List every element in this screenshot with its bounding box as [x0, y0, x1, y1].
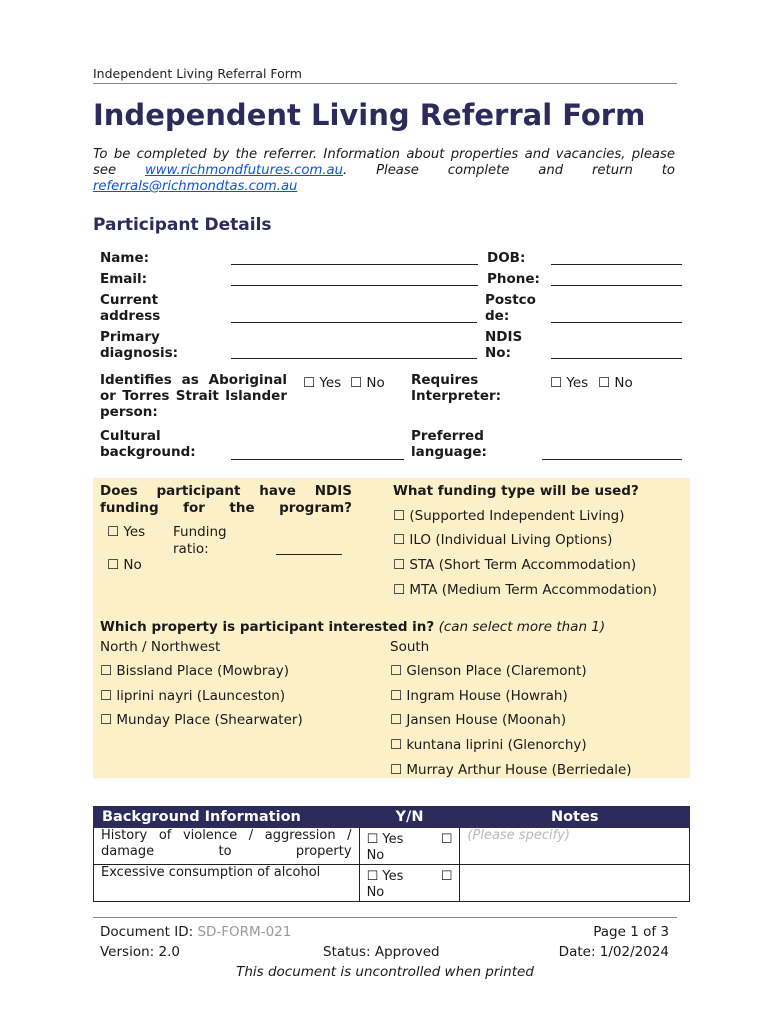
document-id-label: Document ID:: [100, 924, 194, 940]
notes-cell[interactable]: [460, 828, 690, 865]
interpreter-no-label: No: [614, 375, 633, 391]
funding-type-label: ILO (Individual Living Options): [409, 532, 613, 548]
yes-label: Yes: [382, 832, 404, 847]
yes-label: Yes: [382, 869, 404, 884]
no-label: No: [366, 885, 385, 900]
name-field[interactable]: [231, 264, 478, 265]
funding-no-option[interactable]: [107, 557, 142, 574]
funding-yes-option[interactable]: [107, 524, 145, 541]
address-label: Current address: [100, 292, 161, 324]
property-option[interactable]: [390, 688, 568, 705]
checkbox-icon[interactable]: ☐: [107, 524, 120, 540]
checkbox-icon[interactable]: ☐: [390, 688, 403, 704]
property-label: Murray Arthur House (Berriedale): [406, 762, 632, 778]
property-option[interactable]: [390, 762, 632, 779]
language-label: Preferred language:: [411, 428, 487, 460]
checkbox-icon[interactable]: ☐: [100, 663, 113, 679]
intro-text-b: . Please complete and return to: [342, 163, 675, 178]
diagnosis-field[interactable]: [231, 358, 477, 359]
column-header: Background Information: [94, 807, 360, 828]
page-title: Independent Living Referral Form: [93, 98, 646, 132]
aboriginal-yes-label: Yes: [319, 375, 342, 391]
property-label: Glenson Place (Claremont): [406, 663, 587, 679]
property-option[interactable]: [390, 712, 566, 729]
checkbox-icon[interactable]: ☐: [366, 869, 379, 884]
dob-field[interactable]: [551, 264, 682, 265]
phone-label: Phone:: [487, 271, 540, 287]
funding-type-label: STA (Short Term Accommodation): [409, 557, 637, 573]
checkbox-icon[interactable]: ☐: [440, 832, 453, 847]
email-label: Email:: [100, 271, 148, 287]
ndis-number-label: NDIS No:: [485, 329, 523, 361]
yn-options: [367, 869, 453, 885]
funding-section: [93, 478, 690, 778]
yn-options: [367, 832, 453, 848]
running-header: Independent Living Referral Form: [93, 66, 677, 84]
property-label: Bissland Place (Mowbray): [116, 663, 289, 679]
checkbox-icon[interactable]: ☐: [390, 663, 403, 679]
checkbox-icon[interactable]: ☐: [100, 688, 113, 704]
uncontrolled-notice: This document is uncontrolled when printed: [236, 964, 534, 980]
status: Status: Approved: [323, 944, 440, 960]
name-label: Name:: [100, 250, 150, 266]
north-heading: North / Northwest: [100, 639, 221, 655]
property-label: Munday Place (Shearwater): [116, 712, 303, 728]
interpreter-yes-option[interactable]: [550, 375, 588, 391]
checkbox-icon[interactable]: ☐: [598, 375, 611, 391]
property-label: Jansen House (Moonah): [406, 712, 567, 728]
participant-section-title: Participant Details: [93, 215, 272, 235]
property-question-line: [100, 619, 605, 636]
ndis-number-field[interactable]: [551, 358, 682, 359]
property-option[interactable]: [100, 712, 303, 729]
yes-option[interactable]: [367, 869, 404, 885]
table-header-row: [94, 807, 690, 828]
funding-ratio-field[interactable]: [276, 554, 342, 555]
intro-text-a: To be completed by the referrer. Information about properties and vacancies, please see: [93, 147, 675, 178]
property-option[interactable]: [390, 737, 587, 754]
property-question: Which property is participant interested in?: [100, 619, 435, 635]
aboriginal-no-option[interactable]: [350, 375, 385, 391]
diagnosis-label: Primary diagnosis:: [100, 329, 179, 361]
phone-field[interactable]: [551, 285, 682, 286]
no-label: No: [366, 848, 385, 863]
website-link[interactable]: www.richmondfutures.com.au: [145, 163, 343, 178]
checkbox-icon[interactable]: ☐: [393, 532, 406, 548]
aboriginal-no-label: No: [366, 375, 385, 391]
column-header: Y/N: [359, 807, 460, 828]
language-field[interactable]: [542, 459, 682, 460]
checkbox-icon[interactable]: ☐: [393, 582, 406, 598]
checkbox-icon[interactable]: ☐: [366, 832, 379, 847]
ndis-funding-question: Does participant have NDIS funding for the program?: [100, 483, 352, 516]
property-label: kuntana liprini (Glenorchy): [406, 737, 587, 753]
cultural-label: Cultural background:: [100, 428, 196, 460]
checkbox-icon[interactable]: ☐: [350, 375, 363, 391]
checkbox-icon[interactable]: ☐: [390, 762, 403, 778]
property-label: liprini nayri (Launceston): [116, 688, 286, 704]
notes-cell[interactable]: [460, 865, 690, 902]
checkbox-icon[interactable]: ☐: [393, 557, 406, 573]
intro-paragraph: [93, 147, 675, 195]
address-field[interactable]: [231, 322, 477, 323]
checkbox-icon[interactable]: ☐: [390, 737, 403, 753]
funding-no-label: No: [123, 557, 142, 573]
property-option[interactable]: [100, 663, 289, 680]
background-item-label: History of violence / aggression / damage to property: [94, 828, 360, 865]
email-field[interactable]: [231, 285, 478, 286]
funding-type-option[interactable]: [393, 557, 636, 574]
background-item-label: Excessive consumption of alcohol: [94, 865, 360, 902]
table-row: [94, 828, 690, 865]
table-row: [94, 865, 690, 902]
postcode-field[interactable]: [551, 322, 682, 323]
dob-label: DOB:: [487, 250, 526, 266]
funding-ratio-label: Funding ratio:: [173, 524, 227, 557]
property-hint: (can select more than 1): [438, 619, 606, 635]
date: Date: 1/02/2024: [558, 944, 669, 960]
yn-cell: [359, 828, 460, 865]
checkbox-icon[interactable]: ☐: [393, 508, 406, 524]
funding-type-label: MTA (Medium Term Accommodation): [409, 582, 657, 598]
checkbox-icon[interactable]: ☐: [100, 712, 113, 728]
aboriginal-label: Identifies as Aboriginal or Torres Strait Islander person:: [100, 372, 287, 420]
checkbox-icon[interactable]: ☐: [107, 557, 120, 573]
checkbox-icon[interactable]: ☐: [303, 375, 316, 391]
notes-placeholder: (Please specify): [467, 828, 570, 843]
postcode-label: Postco de:: [485, 292, 536, 324]
document-id: [100, 924, 291, 941]
property-option[interactable]: [100, 688, 285, 705]
yes-option[interactable]: [367, 832, 404, 848]
aboriginal-yes-option[interactable]: [303, 375, 341, 391]
funding-type-question: What funding type will be used?: [393, 483, 639, 499]
checkbox-icon[interactable]: ☐: [550, 375, 563, 391]
email-link[interactable]: referrals@richmondtas.com.au: [93, 179, 298, 194]
funding-type-option[interactable]: [393, 532, 612, 549]
version: Version: 2.0: [100, 944, 180, 960]
south-heading: South: [390, 639, 430, 655]
funding-yes-label: Yes: [123, 524, 146, 540]
page-number: Page 1 of 3: [593, 924, 669, 940]
checkbox-icon[interactable]: ☐: [440, 869, 453, 884]
interpreter-yes-label: Yes: [566, 375, 589, 391]
checkbox-icon[interactable]: ☐: [390, 712, 403, 728]
funding-type-option[interactable]: [393, 582, 657, 599]
cultural-field[interactable]: [231, 459, 404, 460]
column-header: Notes: [460, 807, 690, 828]
interpreter-no-option[interactable]: [598, 375, 633, 391]
yn-cell: [359, 865, 460, 902]
background-table: [93, 806, 690, 902]
document-id-value: SD-FORM-021: [197, 924, 292, 940]
interpreter-label: Requires Interpreter:: [411, 372, 502, 404]
funding-type-label: (Supported Independent Living): [409, 508, 625, 524]
property-option[interactable]: [390, 663, 587, 680]
property-label: Ingram House (Howrah): [406, 688, 568, 704]
footer-divider: [93, 917, 677, 918]
funding-type-option[interactable]: [393, 508, 624, 525]
